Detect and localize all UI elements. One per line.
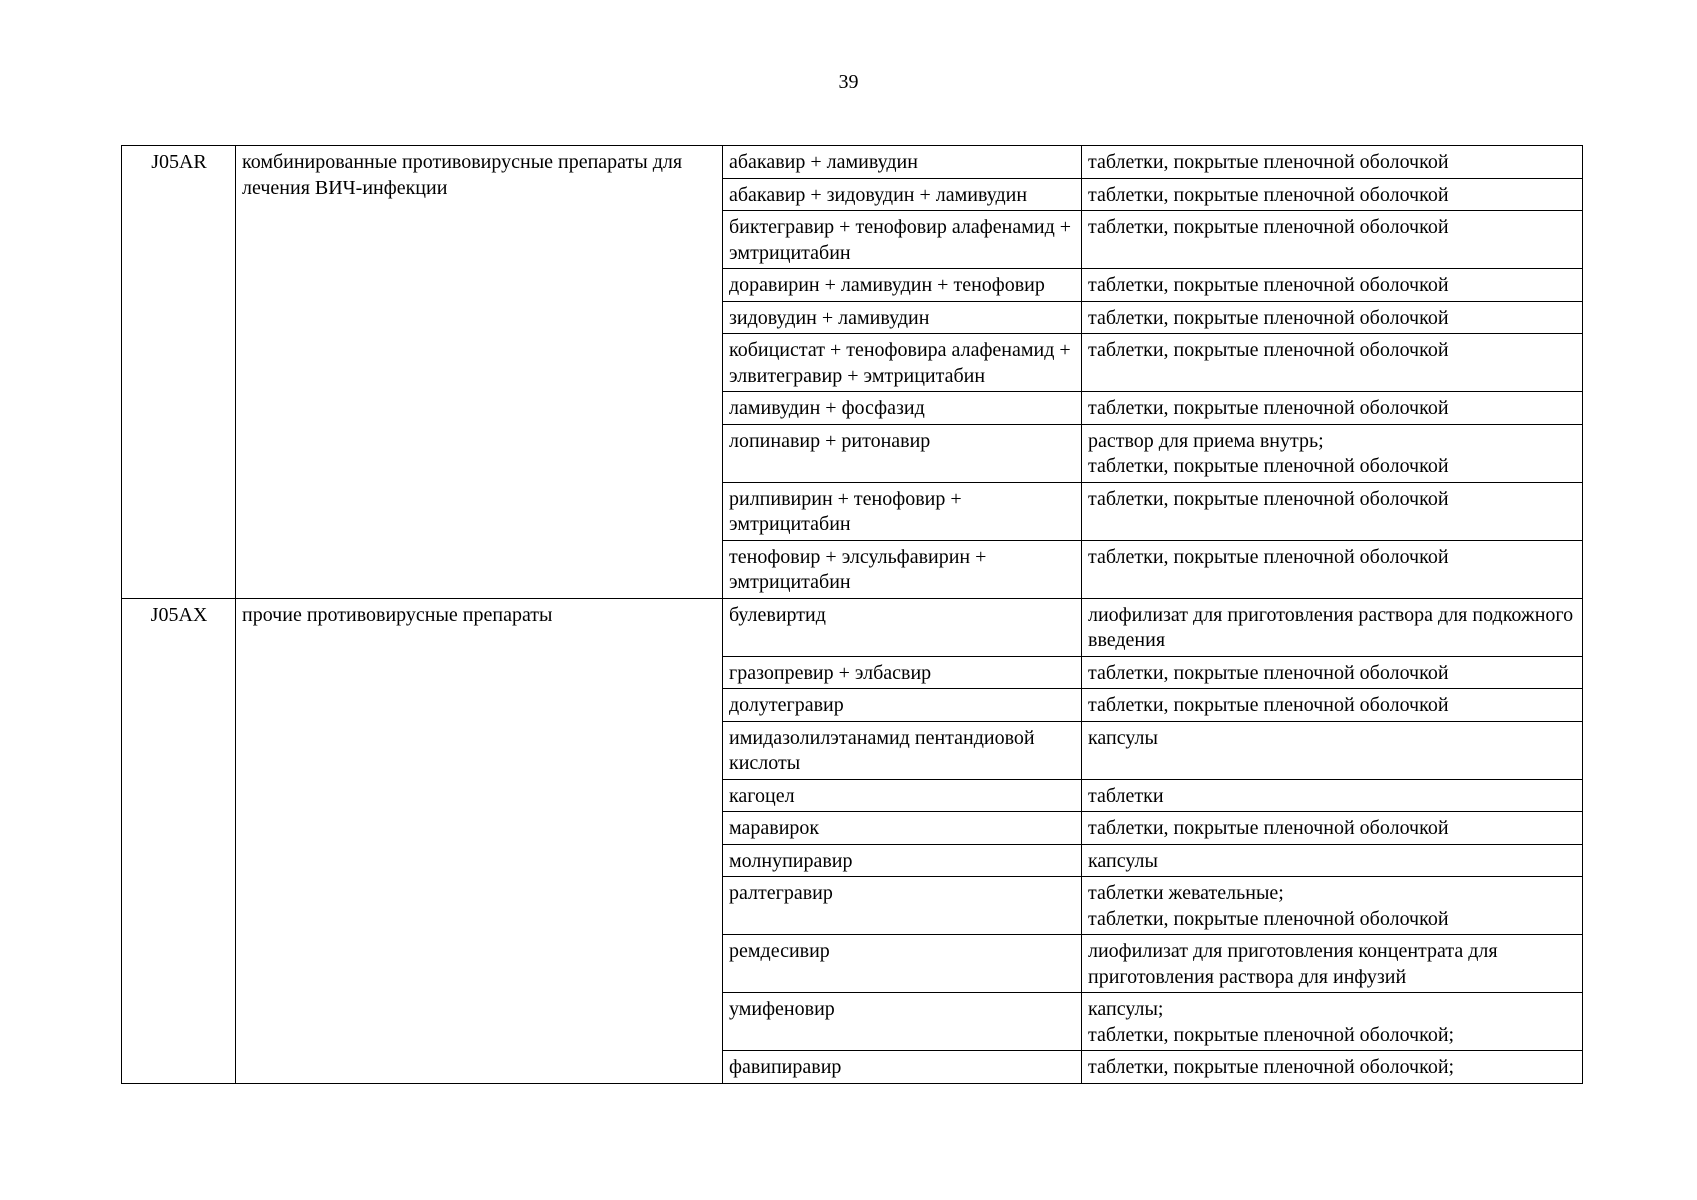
drug-name-cell: умифеновир bbox=[723, 993, 1082, 1051]
dosage-form-cell bbox=[1082, 269, 1583, 302]
drug-name-cell: ралтегравир bbox=[723, 877, 1082, 935]
dosage-form-cell bbox=[1082, 392, 1583, 425]
dosage-form-cell bbox=[1082, 812, 1583, 845]
dosage-form-cell bbox=[1082, 146, 1583, 179]
drug-name-cell: молнупиравир bbox=[723, 844, 1082, 877]
dosage-form-cell bbox=[1082, 656, 1583, 689]
dosage-form-line: таблетки, покрытые пленочной оболочкой bbox=[1088, 216, 1449, 238]
dosage-form-line: капсулы; bbox=[1088, 998, 1164, 1020]
dosage-form-line: таблетки, покрытые пленочной оболочкой; bbox=[1088, 1056, 1455, 1078]
dosage-form-cell bbox=[1082, 301, 1583, 334]
dosage-form-line: таблетки, покрытые пленочной оболочкой bbox=[1088, 455, 1449, 477]
dosage-form-line: таблетки, покрытые пленочной оболочкой bbox=[1088, 306, 1449, 329]
drug-name-cell: гразопревир + элбасвир bbox=[723, 656, 1082, 689]
drug-name-cell: доравирин + ламивудин + тенофовир bbox=[723, 269, 1082, 302]
dosage-form-cell bbox=[1082, 935, 1583, 993]
drug-name-cell: абакавир + зидовудин + ламивудин bbox=[723, 178, 1082, 211]
atc-code-cell: J05AR bbox=[122, 146, 236, 599]
drug-name-cell: ламивудин + фосфазид bbox=[723, 392, 1082, 425]
dosage-form-cell bbox=[1082, 779, 1583, 812]
atc-code-cell: J05AX bbox=[122, 598, 236, 1083]
dosage-form-cell bbox=[1082, 844, 1583, 877]
dosage-form-line: таблетки, покрытые пленочной оболочкой; bbox=[1088, 1023, 1455, 1046]
dosage-form-line: таблетки, покрытые пленочной оболочкой bbox=[1088, 907, 1449, 930]
group-name-cell: прочие противовирусные препараты bbox=[236, 598, 723, 1083]
dosage-form-cell bbox=[1082, 334, 1583, 392]
dosage-form-cell bbox=[1082, 540, 1583, 598]
dosage-form-cell bbox=[1082, 993, 1583, 1051]
dosage-form-cell bbox=[1082, 689, 1583, 722]
dosage-form-line: таблетки, покрытые пленочной оболочкой bbox=[1088, 694, 1449, 716]
drug-name-cell: кобицистат + тенофовира алафенамид + элвитегравир + эмтрицитабин bbox=[723, 334, 1082, 392]
dosage-form-cell bbox=[1082, 721, 1583, 779]
table-row bbox=[122, 146, 1583, 179]
dosage-form-line: таблетки, покрытые пленочной оболочкой bbox=[1088, 487, 1449, 510]
dosage-form-cell bbox=[1082, 482, 1583, 540]
table-body bbox=[122, 146, 1583, 1084]
dosage-form-line: таблетки, покрытые пленочной оболочкой bbox=[1088, 274, 1449, 296]
drug-name-cell: зидовудин + ламивудин bbox=[723, 301, 1082, 334]
dosage-form-line: таблетки, покрытые пленочной оболочкой bbox=[1088, 183, 1449, 206]
dosage-form-cell bbox=[1082, 598, 1583, 656]
drug-name-cell: рилпивирин + тенофовир + эмтрицитабин bbox=[723, 482, 1082, 540]
group-name-cell: комбинированные противовирусные препараты для лечения ВИЧ-инфекции bbox=[236, 146, 723, 599]
drug-name-cell: долутегравир bbox=[723, 689, 1082, 722]
table-row bbox=[122, 598, 1583, 656]
dosage-form-cell bbox=[1082, 424, 1583, 482]
dosage-form-line: таблетки, покрытые пленочной оболочкой bbox=[1088, 397, 1449, 419]
drug-name-cell: кагоцел bbox=[723, 779, 1082, 812]
drug-table bbox=[121, 145, 1583, 1084]
dosage-form-line: таблетки, покрытые пленочной оболочкой bbox=[1088, 661, 1449, 684]
drug-name-cell: фавипиравир bbox=[723, 1051, 1082, 1084]
dosage-form-line: таблетки, покрытые пленочной оболочкой bbox=[1088, 339, 1449, 361]
dosage-form-line: капсулы bbox=[1088, 726, 1158, 749]
dosage-form-line: капсулы bbox=[1088, 849, 1158, 872]
dosage-form-line: раствор для приема внутрь; bbox=[1088, 429, 1324, 452]
drug-name-cell: биктегравир + тенофовир алафенамид + эмтрицитабин bbox=[723, 211, 1082, 269]
dosage-form-cell bbox=[1082, 877, 1583, 935]
dosage-form-cell bbox=[1082, 178, 1583, 211]
dosage-form-line: таблетки, покрытые пленочной оболочкой bbox=[1088, 151, 1449, 173]
dosage-form-line: лиофилизат для приготовления концентрата для приготовления раствора для инфузий bbox=[1088, 940, 1498, 988]
dosage-form-line: таблетки, покрытые пленочной оболочкой bbox=[1088, 545, 1449, 568]
drug-name-cell: ремдесивир bbox=[723, 935, 1082, 993]
page-number: 39 bbox=[838, 71, 859, 93]
drug-name-cell: имидазолилэтанамид пентандиовой кислоты bbox=[723, 721, 1082, 779]
dosage-form-line: лиофилизат для приготовления раствора для подкожного введения bbox=[1088, 603, 1574, 651]
drug-name-cell: маравирок bbox=[723, 812, 1082, 845]
dosage-form-cell bbox=[1082, 1051, 1583, 1084]
dosage-form-line: таблетки жевательные; bbox=[1088, 882, 1284, 904]
dosage-form-line: таблетки bbox=[1088, 784, 1164, 807]
drug-name-cell: булевиртид bbox=[723, 598, 1082, 656]
drug-name-cell: тенофовир + элсульфавирин + эмтрицитабин bbox=[723, 540, 1082, 598]
dosage-form-line: таблетки, покрытые пленочной оболочкой bbox=[1088, 817, 1449, 839]
drug-name-cell: лопинавир + ритонавир bbox=[723, 424, 1082, 482]
drug-name-cell: абакавир + ламивудин bbox=[723, 146, 1082, 179]
dosage-form-cell bbox=[1082, 211, 1583, 269]
